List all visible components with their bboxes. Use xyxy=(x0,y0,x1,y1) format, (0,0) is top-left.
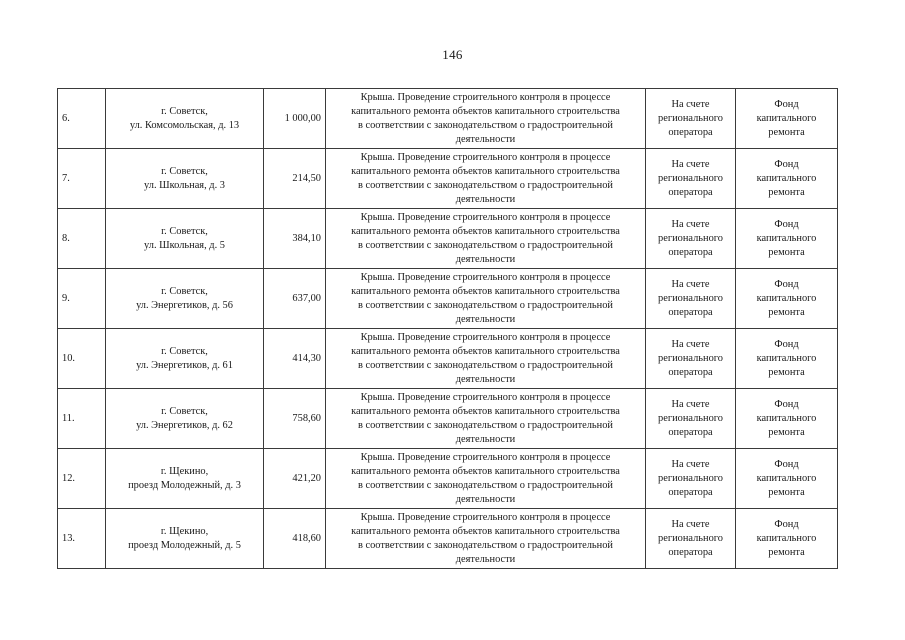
account-type-line: оператора xyxy=(668,246,713,258)
work-description-cell xyxy=(326,449,646,509)
funding-source-line: Фонд xyxy=(774,338,799,350)
address-street: ул. Энергетиков, д. 62 xyxy=(136,419,233,431)
account-type-cell xyxy=(646,209,736,269)
row-number: 7. xyxy=(62,172,70,184)
work-description-line: деятельности xyxy=(455,133,516,145)
cost-value: 637,00 xyxy=(292,292,321,304)
work-description-line: капитального ремонта объектов капитального строительства xyxy=(351,525,620,537)
account-type-cell xyxy=(646,269,736,329)
account-type-line: На счете xyxy=(671,338,710,350)
row-number: 6. xyxy=(62,112,70,124)
funding-source-line: ремонта xyxy=(768,546,805,558)
funding-source-cell xyxy=(736,89,838,149)
address-cell xyxy=(106,149,264,209)
address-city: г. Советск, xyxy=(161,105,208,117)
account-type-line: На счете xyxy=(671,158,710,170)
work-description-cell xyxy=(326,329,646,389)
table-row xyxy=(58,329,838,389)
address-city: г. Щекино, xyxy=(160,525,209,537)
table-row xyxy=(58,449,838,509)
address-cell xyxy=(106,389,264,449)
work-description-line: в соответствии с законодательством о градостроительной xyxy=(357,119,613,131)
account-type-line: оператора xyxy=(668,306,713,318)
account-type-line: На счете xyxy=(671,458,710,470)
funding-source-line: Фонд xyxy=(774,218,799,230)
account-type-line: оператора xyxy=(668,546,713,558)
funding-source-line: капитального xyxy=(756,232,817,244)
funding-source-line: ремонта xyxy=(768,426,805,438)
work-description-line: деятельности xyxy=(455,313,516,325)
row-number: 12. xyxy=(62,472,75,484)
work-description-line: капитального ремонта объектов капитального строительства xyxy=(351,105,620,117)
cost-cell xyxy=(264,449,326,509)
work-description-line: Крыша. Проведение строительного контроля в процессе xyxy=(360,91,611,103)
account-type-line: оператора xyxy=(668,126,713,138)
funding-source-line: капитального xyxy=(756,412,817,424)
work-description-line: в соответствии с законодательством о градостроительной xyxy=(357,239,613,251)
row-number-cell xyxy=(58,149,106,209)
work-description-line: в соответствии с законодательством о градостроительной xyxy=(357,479,613,491)
work-description-line: в соответствии с законодательством о градостроительной xyxy=(357,539,613,551)
address-city: г. Советск, xyxy=(161,225,208,237)
work-description-line: Крыша. Проведение строительного контроля в процессе xyxy=(360,331,611,343)
account-type-line: оператора xyxy=(668,426,713,438)
page-number: 146 xyxy=(442,47,463,62)
work-description-cell xyxy=(326,269,646,329)
cost-cell xyxy=(264,509,326,569)
work-description-line: в соответствии с законодательством о градостроительной xyxy=(357,179,613,191)
funding-source-line: капитального xyxy=(756,352,817,364)
work-description-line: Крыша. Проведение строительного контроля в процессе xyxy=(360,511,611,523)
row-number: 13. xyxy=(62,532,75,544)
address-cell xyxy=(106,209,264,269)
table-row xyxy=(58,209,838,269)
work-description-line: капитального ремонта объектов капитального строительства xyxy=(351,405,620,417)
funding-source-line: Фонд xyxy=(774,398,799,410)
repair-registry-table xyxy=(57,88,838,569)
work-description-line: в соответствии с законодательством о градостроительной xyxy=(357,419,613,431)
work-description-line: Крыша. Проведение строительного контроля в процессе xyxy=(360,151,611,163)
account-type-line: оператора xyxy=(668,186,713,198)
work-description-line: капитального ремонта объектов капитального строительства xyxy=(351,465,620,477)
account-type-line: оператора xyxy=(668,486,713,498)
account-type-line: регионального xyxy=(658,472,723,484)
funding-source-line: ремонта xyxy=(768,486,805,498)
funding-source-line: ремонта xyxy=(768,126,805,138)
account-type-line: регионального xyxy=(658,532,723,544)
address-city: г. Щекино, xyxy=(160,465,209,477)
address-cell xyxy=(106,449,264,509)
work-description-line: в соответствии с законодательством о градостроительной xyxy=(357,299,613,311)
funding-source-line: капитального xyxy=(756,472,817,484)
work-description-line: капитального ремонта объектов капитального строительства xyxy=(351,345,620,357)
table-row xyxy=(58,269,838,329)
work-description-line: деятельности xyxy=(455,433,516,445)
account-type-line: регионального xyxy=(658,352,723,364)
funding-source-line: Фонд xyxy=(774,518,799,530)
account-type-line: регионального xyxy=(658,412,723,424)
row-number-cell xyxy=(58,449,106,509)
funding-source-cell xyxy=(736,329,838,389)
funding-source-cell xyxy=(736,209,838,269)
work-description-line: Крыша. Проведение строительного контроля в процессе xyxy=(360,271,611,283)
work-description-cell xyxy=(326,389,646,449)
account-type-line: На счете xyxy=(671,518,710,530)
account-type-line: На счете xyxy=(671,98,710,110)
account-type-cell xyxy=(646,149,736,209)
account-type-line: регионального xyxy=(658,112,723,124)
funding-source-cell xyxy=(736,509,838,569)
work-description-cell xyxy=(326,509,646,569)
account-type-cell xyxy=(646,389,736,449)
cost-value: 758,60 xyxy=(292,412,321,424)
cost-value: 1 000,00 xyxy=(284,112,321,124)
cost-value: 384,10 xyxy=(292,232,321,244)
work-description-line: деятельности xyxy=(455,193,516,205)
work-description-line: деятельности xyxy=(455,493,516,505)
account-type-line: регионального xyxy=(658,232,723,244)
funding-source-cell xyxy=(736,149,838,209)
address-street: проезд Молодежный, д. 3 xyxy=(128,479,241,491)
table-row xyxy=(58,89,838,149)
funding-source-cell xyxy=(736,269,838,329)
funding-source-line: Фонд xyxy=(774,278,799,290)
address-cell xyxy=(106,269,264,329)
work-description-line: Крыша. Проведение строительного контроля в процессе xyxy=(360,211,611,223)
address-street: проезд Молодежный, д. 5 xyxy=(128,539,241,551)
row-number: 11. xyxy=(62,412,75,424)
work-description-cell xyxy=(326,89,646,149)
account-type-line: регионального xyxy=(658,172,723,184)
table-row xyxy=(58,509,838,569)
address-city: г. Советск, xyxy=(161,345,208,357)
account-type-line: На счете xyxy=(671,218,710,230)
work-description-line: деятельности xyxy=(455,373,516,385)
row-number-cell xyxy=(58,509,106,569)
address-cell xyxy=(106,509,264,569)
cost-cell xyxy=(264,389,326,449)
account-type-cell xyxy=(646,89,736,149)
cost-cell xyxy=(264,89,326,149)
row-number-cell xyxy=(58,329,106,389)
cost-cell xyxy=(264,149,326,209)
row-number: 9. xyxy=(62,292,70,304)
work-description-line: деятельности xyxy=(455,253,516,265)
account-type-line: На счете xyxy=(671,278,710,290)
funding-source-line: капитального xyxy=(756,112,817,124)
funding-source-line: Фонд xyxy=(774,98,799,110)
funding-source-line: ремонта xyxy=(768,246,805,258)
account-type-cell xyxy=(646,329,736,389)
work-description-line: капитального ремонта объектов капитального строительства xyxy=(351,285,620,297)
funding-source-line: капитального xyxy=(756,532,817,544)
account-type-line: На счете xyxy=(671,398,710,410)
work-description-cell xyxy=(326,149,646,209)
cost-value: 214,50 xyxy=(292,172,321,184)
cost-value: 418,60 xyxy=(292,532,321,544)
funding-source-line: капитального xyxy=(756,172,817,184)
work-description-line: Крыша. Проведение строительного контроля в процессе xyxy=(360,451,611,463)
address-street: ул. Школьная, д. 5 xyxy=(144,239,225,251)
account-type-cell xyxy=(646,509,736,569)
cost-value: 421,20 xyxy=(292,472,321,484)
funding-source-line: Фонд xyxy=(774,158,799,170)
row-number-cell xyxy=(58,89,106,149)
funding-source-line: ремонта xyxy=(768,366,805,378)
work-description-line: капитального ремонта объектов капитального строительства xyxy=(351,225,620,237)
address-street: ул. Комсомольская, д. 13 xyxy=(129,119,240,131)
funding-source-cell xyxy=(736,389,838,449)
work-description-line: деятельности xyxy=(455,553,516,565)
row-number-cell xyxy=(58,209,106,269)
table-row xyxy=(58,389,838,449)
work-description-cell xyxy=(326,209,646,269)
address-cell xyxy=(106,329,264,389)
address-street: ул. Энергетиков, д. 56 xyxy=(136,299,233,311)
work-description-line: Крыша. Проведение строительного контроля в процессе xyxy=(360,391,611,403)
funding-source-line: ремонта xyxy=(768,186,805,198)
row-number-cell xyxy=(58,389,106,449)
row-number-cell xyxy=(58,269,106,329)
funding-source-line: капитального xyxy=(756,292,817,304)
address-city: г. Советск, xyxy=(161,165,208,177)
row-number: 10. xyxy=(62,352,75,364)
address-city: г. Советск, xyxy=(161,285,208,297)
work-description-line: в соответствии с законодательством о градостроительной xyxy=(357,359,613,371)
funding-source-cell xyxy=(736,449,838,509)
funding-source-line: Фонд xyxy=(774,458,799,470)
account-type-line: регионального xyxy=(658,292,723,304)
account-type-cell xyxy=(646,449,736,509)
work-description-line: капитального ремонта объектов капитального строительства xyxy=(351,165,620,177)
cost-value: 414,30 xyxy=(292,352,321,364)
account-type-line: оператора xyxy=(668,366,713,378)
address-city: г. Советск, xyxy=(161,405,208,417)
cost-cell xyxy=(264,329,326,389)
address-street: ул. Школьная, д. 3 xyxy=(144,179,225,191)
row-number: 8. xyxy=(62,232,70,244)
cost-cell xyxy=(264,269,326,329)
address-cell xyxy=(106,89,264,149)
address-street: ул. Энергетиков, д. 61 xyxy=(136,359,233,371)
cost-cell xyxy=(264,209,326,269)
table-body xyxy=(58,89,838,569)
funding-source-line: ремонта xyxy=(768,306,805,318)
table-row xyxy=(58,149,838,209)
